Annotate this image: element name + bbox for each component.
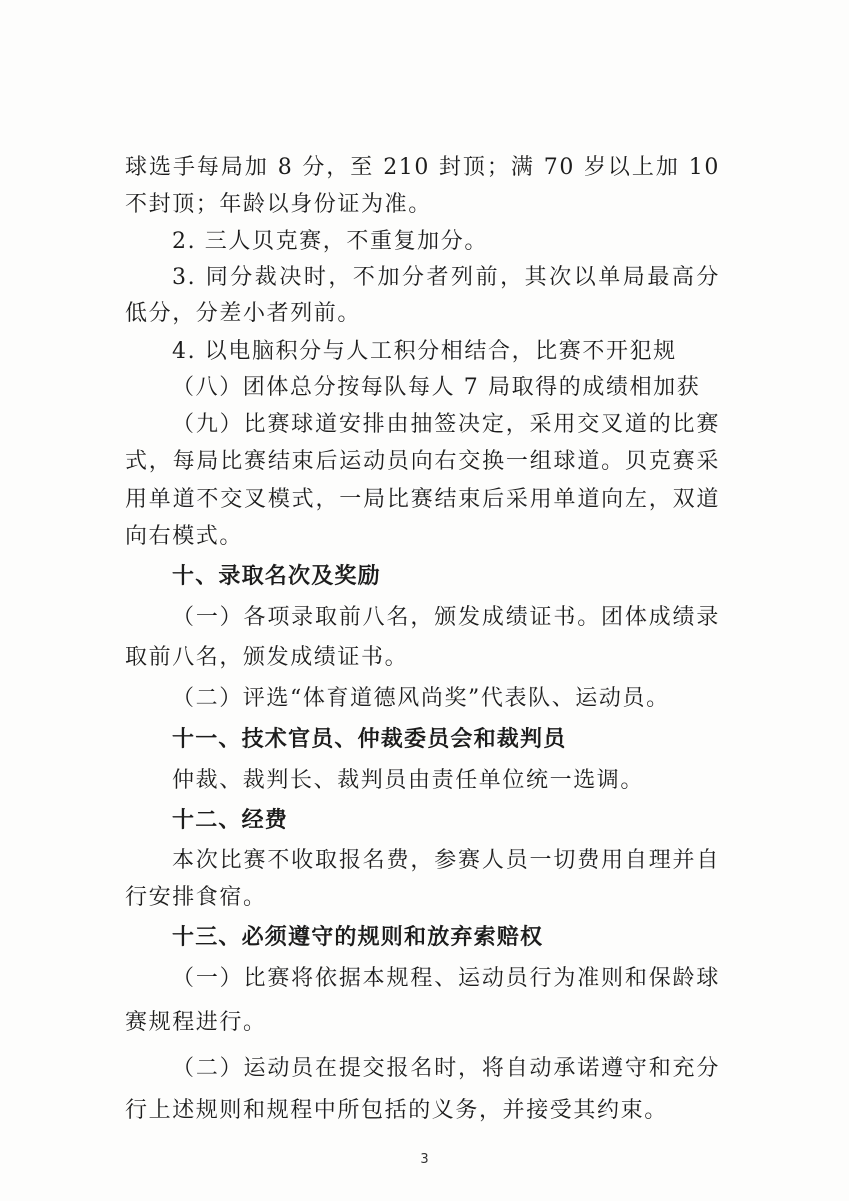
section-heading-11: 十一、技术官员、仲裁委员会和裁判员	[172, 727, 567, 752]
paragraph-line: 低分，分差小者列前。	[125, 301, 362, 326]
page-number: 3	[420, 1152, 429, 1167]
paragraph-line: （二）运动员在提交报名时，将自动承诺遵守和充分	[172, 1056, 720, 1081]
section-heading-12: 十二、经费	[172, 808, 289, 833]
paragraph-line: 式，每局比赛结束后运动员向右交换一组球道。贝克赛采	[125, 449, 720, 474]
paragraph-line: 向右模式。	[125, 524, 244, 549]
paragraph-line: 仲裁、裁判长、裁判员由责任单位统一选调。	[172, 768, 645, 793]
paragraph-line: 不封顶；年龄以身份证为准。	[125, 192, 432, 217]
paragraph-line: 球选手每局加 8 分，至 210 封顶；满 70 岁以上加 10	[125, 155, 720, 180]
paragraph-line: 赛规程进行。	[125, 1010, 267, 1035]
paragraph-line: 4. 以电脑积分与人工积分相结合，比赛不开犯规	[172, 339, 677, 364]
paragraph-line: 行安排食宿。	[125, 885, 267, 910]
paragraph-line: 2. 三人贝克赛，不重复加分。	[172, 229, 488, 254]
paragraph-line: （一）各项录取前八名，颁发成绩证书。团体成绩录	[172, 605, 720, 630]
paragraph-line: （九）比赛球道安排由抽签决定，采用交叉道的比赛	[172, 412, 720, 437]
paragraph-line: （八）团体总分按每队每人 7 局取得的成绩相加获	[172, 375, 701, 400]
section-heading-13: 十三、必须遵守的规则和放弃索赔权	[172, 925, 544, 950]
paragraph-line: 3. 同分裁决时，不加分者列前，其次以单局最高分	[172, 265, 720, 290]
paragraph-line: 本次比赛不收取报名费，参赛人员一切费用自理并自	[172, 848, 720, 873]
paragraph-line: 用单道不交叉模式，一局比赛结束后采用单道向左，双道	[125, 487, 720, 512]
paragraph-line: 取前八名，颁发成绩证书。	[125, 645, 409, 670]
paragraph-line: 行上述规则和规程中所包括的义务，并接受其约束。	[125, 1098, 668, 1123]
paragraph-line: （二）评选“体育道德风尚奖”代表队、运动员。	[172, 686, 670, 711]
section-heading-10: 十、录取名次及奖励	[172, 564, 381, 589]
paragraph-line: （一）比赛将依据本规程、运动员行为准则和保龄球	[172, 966, 720, 991]
